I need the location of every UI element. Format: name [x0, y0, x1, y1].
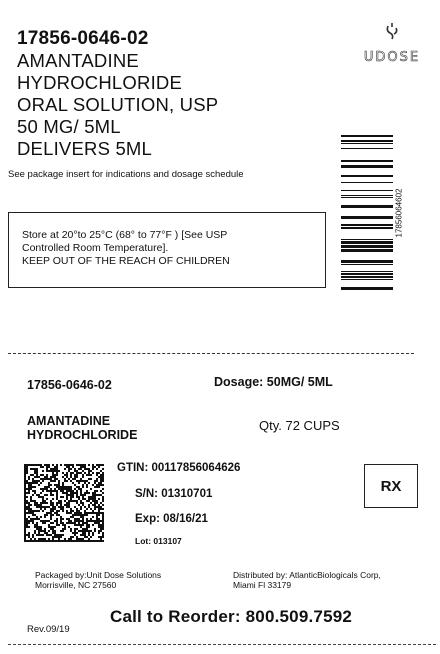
drug-name-line: HYDROCHLORIDE [17, 72, 183, 93]
serial-number: S/N: 01310701 [135, 488, 213, 500]
label-ndc: 17856-0646-02 [27, 378, 112, 392]
reorder-line: Call to Reorder: 800.509.7592 [110, 607, 353, 626]
label-drug-line: AMANTADINE [27, 414, 111, 428]
storage-line: Controlled Room Temperature]. [22, 242, 169, 254]
dosage-form-line: ORAL SOLUTION, USP [17, 94, 219, 115]
barcode-number [392, 158, 406, 268]
logo-mark-icon [352, 22, 432, 46]
distributed-by-line: Miami Fl 33179 [233, 580, 292, 590]
rx-badge: RX [364, 464, 418, 508]
revision: Rev.09/19 [27, 624, 70, 635]
product-header [17, 28, 218, 160]
distributed-by-line: Distributed by: AtlanticBiologicals Corp, [233, 570, 381, 580]
storage-text [22, 229, 230, 268]
label-qty: Qty. 72 CUPS [259, 418, 340, 433]
storage-warning: KEEP OUT OF THE REACH OF CHILDREN [22, 255, 230, 267]
label-dosage: Dosage: 50MG/ 5ML [214, 375, 333, 389]
packaged-by-line: Packaged by:Unit Dose Solutions [35, 570, 162, 580]
lot-number: Lot: 013107 [135, 536, 182, 546]
packaged-by-line: Morrisville, NC 27560 [35, 580, 117, 590]
gtin: GTIN: 00117856064626 [117, 462, 241, 474]
2d-datamatrix-code [24, 464, 104, 542]
delivers-line: DELIVERS 5ML [17, 138, 153, 159]
label-drug-name [27, 414, 137, 442]
barcode-number-text: 17856064602 [394, 188, 404, 238]
strength-line: 50 MG/ 5ML [17, 116, 121, 137]
udose-logo [352, 22, 432, 68]
package-insert-note: See package insert for indications and dosage schedule [8, 169, 244, 180]
cut-line [8, 353, 414, 354]
distributed-by [233, 570, 381, 590]
bottom-cut-line [8, 644, 436, 645]
logo-wordmark: UDOSE [363, 50, 421, 65]
drug-name-line: AMANTADINE [17, 50, 139, 71]
packaged-by [35, 570, 161, 590]
expiration: Exp: 08/16/21 [135, 513, 208, 525]
linear-barcode [341, 135, 393, 291]
ndc-number: 17856-0646-02 [17, 28, 149, 49]
storage-line: Store at 20°to 25°C (68° to 77°F ) [See USP [22, 229, 228, 241]
label-drug-line: HYDROCHLORIDE [27, 428, 138, 442]
